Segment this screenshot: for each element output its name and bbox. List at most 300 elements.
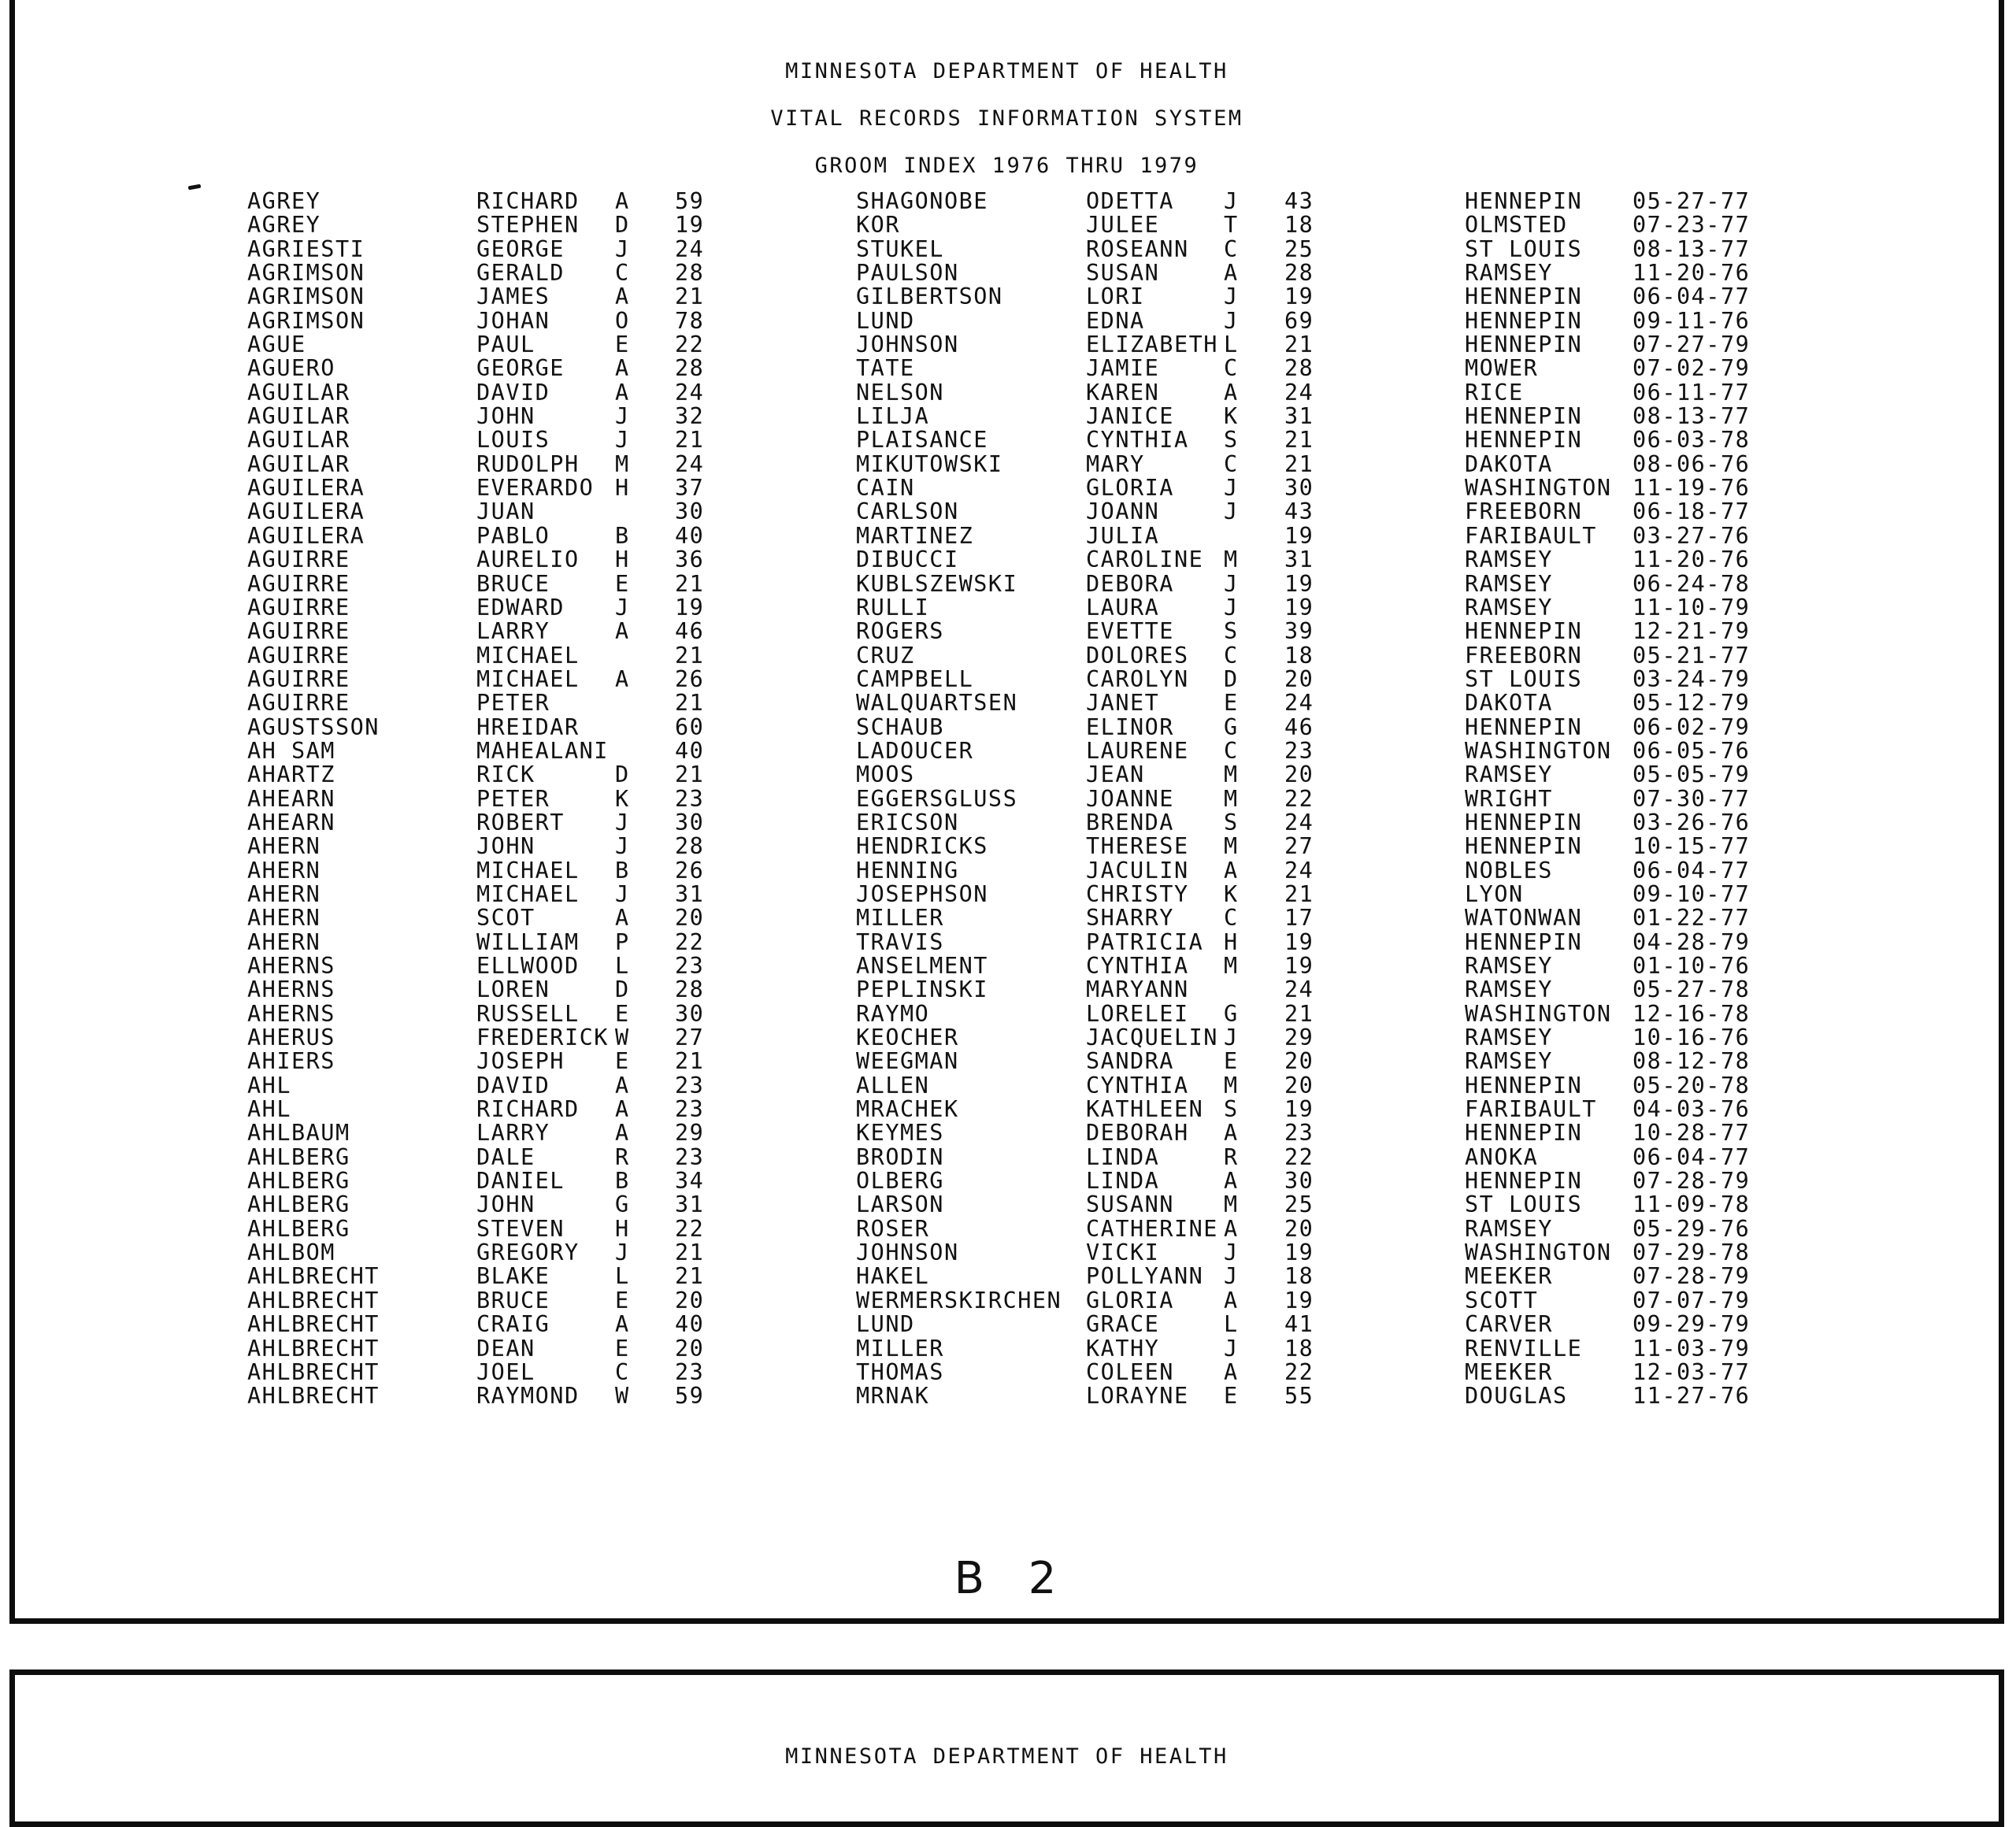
bride-surname: SCHAUB <box>856 713 944 740</box>
bride-surname: LUND <box>856 1311 915 1338</box>
groom-middle-initial: W <box>615 1383 630 1410</box>
groom-middle-initial: D <box>615 976 630 1003</box>
bride-middle-initial: D <box>1224 665 1239 692</box>
bride-middle-initial: C <box>1224 905 1239 932</box>
groom-surname: AGUILAR <box>247 403 350 430</box>
groom-middle-initial: D <box>615 212 630 239</box>
groom-middle-initial: E <box>615 332 630 358</box>
county: OLMSTED <box>1465 212 1568 239</box>
groom-first-name: JAMES <box>476 284 550 310</box>
groom-surname: AGUILAR <box>247 450 350 477</box>
bride-middle-initial: M <box>1224 1191 1239 1218</box>
marriage-date: 04-03-76 <box>1632 1096 1751 1123</box>
marriage-date: 06-11-77 <box>1632 379 1751 406</box>
bride-middle-initial: J <box>1224 1240 1239 1266</box>
bride-age: 19 <box>1284 284 1314 310</box>
groom-age: 21 <box>675 1048 705 1075</box>
marriage-date: 03-27-76 <box>1632 522 1751 549</box>
bride-first-name: LAURENE <box>1086 737 1189 764</box>
bride-surname: GILBERTSON <box>856 284 1003 310</box>
bride-age: 25 <box>1284 1191 1314 1218</box>
bride-first-name: VICKI <box>1086 1240 1160 1266</box>
marriage-date: 09-11-76 <box>1632 307 1751 334</box>
bride-age: 20 <box>1284 1048 1314 1075</box>
groom-first-name: PETER <box>476 690 550 717</box>
groom-middle-initial: O <box>615 307 630 334</box>
bride-surname: WEEGMAN <box>856 1048 959 1075</box>
bride-first-name: PATRICIA <box>1086 928 1204 955</box>
bride-middle-initial: L <box>1224 332 1239 358</box>
groom-middle-initial: A <box>615 379 630 406</box>
groom-age: 21 <box>675 570 705 597</box>
county: RAMSEY <box>1465 762 1553 788</box>
bride-middle-initial: M <box>1224 785 1239 812</box>
bride-surname: KEOCHER <box>856 1025 959 1051</box>
groom-first-name: STEPHEN <box>476 212 580 239</box>
groom-first-name: MICHAEL <box>476 665 580 692</box>
groom-age: 34 <box>675 1168 705 1195</box>
county: NOBLES <box>1465 857 1553 884</box>
groom-middle-initial: J <box>615 880 630 907</box>
bride-age: 20 <box>1284 665 1314 692</box>
bride-surname: ALLEN <box>856 1072 930 1099</box>
groom-age: 31 <box>675 880 705 907</box>
bride-age: 19 <box>1284 570 1314 597</box>
groom-age: 21 <box>675 690 705 717</box>
bride-age: 19 <box>1284 594 1314 621</box>
groom-first-name: ELLWOOD <box>476 953 580 979</box>
marriage-date: 06-04-77 <box>1632 284 1751 310</box>
groom-age: 22 <box>675 928 705 955</box>
groom-age: 78 <box>675 307 705 334</box>
marriage-date: 11-10-79 <box>1632 594 1751 621</box>
bride-first-name: BRENDA <box>1086 809 1174 836</box>
marriage-date: 05-20-78 <box>1632 1072 1751 1099</box>
county: HENNEPIN <box>1465 928 1583 955</box>
bride-middle-initial: J <box>1224 594 1239 621</box>
groom-age: 59 <box>675 188 705 214</box>
bride-middle-initial: J <box>1224 284 1239 310</box>
bride-middle-initial: J <box>1224 498 1239 525</box>
groom-middle-initial: B <box>615 1168 630 1195</box>
bride-age: 24 <box>1284 690 1314 717</box>
groom-age: 40 <box>675 1311 705 1338</box>
bride-surname: KUBLSZEWSKI <box>856 570 1018 597</box>
bride-middle-initial: S <box>1224 618 1239 645</box>
groom-age: 23 <box>675 1358 705 1385</box>
groom-surname: AGUIRRE <box>247 690 350 717</box>
groom-middle-initial: C <box>615 260 630 287</box>
groom-age: 27 <box>675 1025 705 1051</box>
bride-first-name: SUSANN <box>1086 1191 1174 1218</box>
bride-middle-initial: S <box>1224 1096 1239 1123</box>
groom-surname: AGUILERA <box>247 475 365 502</box>
groom-surname: AHERNS <box>247 976 335 1003</box>
groom-age: 29 <box>675 1120 705 1147</box>
marriage-date: 06-04-77 <box>1632 857 1751 884</box>
marriage-date: 11-09-78 <box>1632 1191 1751 1218</box>
bride-first-name: SANDRA <box>1086 1048 1174 1075</box>
groom-first-name: GERALD <box>476 260 565 287</box>
bride-surname: MILLER <box>856 1335 944 1362</box>
bride-surname: EGGERSGLUSS <box>856 785 1018 812</box>
groom-surname: AGRIMSON <box>247 284 365 310</box>
bride-middle-initial: M <box>1224 762 1239 788</box>
bride-first-name: EVETTE <box>1086 618 1174 645</box>
bride-age: 21 <box>1284 1000 1314 1027</box>
next-page-header: MINNESOTA DEPARTMENT OF HEALTH <box>785 1744 1228 1769</box>
groom-age: 28 <box>675 260 705 287</box>
county: HENNEPIN <box>1465 307 1583 334</box>
bride-first-name: SUSAN <box>1086 260 1160 287</box>
bride-surname: JOHNSON <box>856 1240 959 1266</box>
groom-surname: AHLBRECHT <box>247 1263 380 1290</box>
groom-middle-initial: J <box>615 809 630 836</box>
groom-age: 36 <box>675 547 705 573</box>
marriage-date: 03-26-76 <box>1632 809 1751 836</box>
bride-age: 31 <box>1284 403 1314 430</box>
marriage-date: 09-29-79 <box>1632 1311 1751 1338</box>
bride-age: 19 <box>1284 1240 1314 1266</box>
marriage-date: 06-18-77 <box>1632 498 1751 525</box>
bride-age: 43 <box>1284 498 1314 525</box>
marriage-date: 05-05-79 <box>1632 762 1751 788</box>
marriage-date: 06-02-79 <box>1632 713 1751 740</box>
bride-age: 20 <box>1284 762 1314 788</box>
bride-surname: CAMPBELL <box>856 665 974 692</box>
bride-middle-initial: J <box>1224 1335 1239 1362</box>
bride-age: 24 <box>1284 857 1314 884</box>
groom-age: 23 <box>675 1072 705 1099</box>
bride-first-name: CATHERINE <box>1086 1215 1218 1242</box>
bride-middle-initial: G <box>1224 713 1239 740</box>
groom-middle-initial: E <box>615 1335 630 1362</box>
groom-age: 30 <box>675 809 705 836</box>
groom-first-name: WILLIAM <box>476 928 580 955</box>
county: RAMSEY <box>1465 547 1553 573</box>
groom-first-name: HREIDAR <box>476 713 580 740</box>
groom-age: 23 <box>675 1143 705 1170</box>
marriage-date: 05-27-77 <box>1632 188 1751 214</box>
county: FARIBAULT <box>1465 522 1597 549</box>
county: FARIBAULT <box>1465 1096 1597 1123</box>
groom-surname: AGUILERA <box>247 498 365 525</box>
groom-age: 21 <box>675 284 705 310</box>
groom-surname: AGREY <box>247 188 321 214</box>
groom-surname: AHERN <box>247 905 321 932</box>
bride-first-name: KATHY <box>1086 1335 1160 1362</box>
groom-middle-initial: E <box>615 1287 630 1314</box>
groom-middle-initial: E <box>615 570 630 597</box>
county: RICE <box>1465 379 1524 406</box>
county: RENVILLE <box>1465 1335 1583 1362</box>
bride-middle-initial: C <box>1224 642 1239 669</box>
bride-first-name: DOLORES <box>1086 642 1189 669</box>
groom-middle-initial: P <box>615 928 630 955</box>
bride-first-name: CYNTHIA <box>1086 427 1189 454</box>
groom-middle-initial: W <box>615 1025 630 1051</box>
groom-first-name: JOSEPH <box>476 1048 565 1075</box>
bride-first-name: KAREN <box>1086 379 1160 406</box>
bride-middle-initial: S <box>1224 809 1239 836</box>
bride-age: 20 <box>1284 1072 1314 1099</box>
groom-surname: AHL <box>247 1096 291 1123</box>
groom-middle-initial: E <box>615 1000 630 1027</box>
bride-middle-initial: M <box>1224 1072 1239 1099</box>
bride-surname: OLBERG <box>856 1168 944 1195</box>
groom-surname: AGRIMSON <box>247 260 365 287</box>
groom-age: 21 <box>675 762 705 788</box>
groom-surname: AHERN <box>247 928 321 955</box>
groom-age: 24 <box>675 450 705 477</box>
groom-first-name: AURELIO <box>476 547 580 573</box>
county: ANOKA <box>1465 1143 1539 1170</box>
groom-surname: AGUILAR <box>247 427 350 454</box>
bride-first-name: MARYANN <box>1086 976 1189 1003</box>
marriage-date: 08-13-77 <box>1632 235 1751 262</box>
bride-first-name: JANICE <box>1086 403 1174 430</box>
bride-middle-initial: A <box>1224 1168 1239 1195</box>
bride-surname: SHAGONOBE <box>856 188 988 214</box>
bride-age: 28 <box>1284 355 1314 382</box>
groom-surname: AHIERS <box>247 1048 335 1075</box>
groom-first-name: DAVID <box>476 379 550 406</box>
groom-first-name: JOHN <box>476 833 536 860</box>
groom-surname: AHLBERG <box>247 1215 350 1242</box>
bride-first-name: COLEEN <box>1086 1358 1174 1385</box>
groom-first-name: GEORGE <box>476 235 565 262</box>
bride-first-name: GRACE <box>1086 1311 1160 1338</box>
groom-first-name: RAYMOND <box>476 1383 580 1410</box>
groom-first-name: EVERARDO <box>476 475 595 502</box>
groom-first-name: RUSSELL <box>476 1000 580 1027</box>
bride-age: 18 <box>1284 1263 1314 1290</box>
county: RAMSEY <box>1465 976 1553 1003</box>
bride-middle-initial: E <box>1224 690 1239 717</box>
groom-age: 26 <box>675 857 705 884</box>
groom-surname: AHEARN <box>247 785 335 812</box>
groom-age: 30 <box>675 498 705 525</box>
county: HENNEPIN <box>1465 1072 1583 1099</box>
county: RAMSEY <box>1465 1025 1553 1051</box>
bride-age: 41 <box>1284 1311 1314 1338</box>
bride-middle-initial: K <box>1224 880 1239 907</box>
groom-surname: AGUSTSSON <box>247 713 380 740</box>
bride-surname: CAIN <box>856 475 915 502</box>
groom-age: 28 <box>675 833 705 860</box>
bride-surname: ANSELMENT <box>856 953 988 979</box>
groom-first-name: BLAKE <box>476 1263 550 1290</box>
marriage-date: 07-23-77 <box>1632 212 1751 239</box>
bride-age: 46 <box>1284 713 1314 740</box>
bride-middle-initial: M <box>1224 833 1239 860</box>
groom-first-name: JOHN <box>476 1191 536 1218</box>
bride-surname: RAYMO <box>856 1000 930 1027</box>
bride-age: 19 <box>1284 1096 1314 1123</box>
county: FREEBORN <box>1465 642 1583 669</box>
bride-surname: MRACHEK <box>856 1096 959 1123</box>
county: WRIGHT <box>1465 785 1553 812</box>
bride-first-name: CYNTHIA <box>1086 953 1189 979</box>
bride-first-name: JULIA <box>1086 522 1160 549</box>
marriage-date: 12-16-78 <box>1632 1000 1751 1027</box>
groom-middle-initial: D <box>615 762 630 788</box>
groom-age: 19 <box>675 594 705 621</box>
bride-surname: PEPLINSKI <box>856 976 988 1003</box>
bride-surname: KEYMES <box>856 1120 944 1147</box>
groom-first-name: JOHAN <box>476 307 550 334</box>
groom-middle-initial: M <box>615 450 630 477</box>
groom-first-name: EDWARD <box>476 594 565 621</box>
groom-first-name: GEORGE <box>476 355 565 382</box>
marriage-date: 07-27-79 <box>1632 332 1751 358</box>
groom-first-name: MAHEALANI <box>476 737 609 764</box>
bride-surname: MRNAK <box>856 1383 930 1410</box>
county: HENNEPIN <box>1465 833 1583 860</box>
county: HENNEPIN <box>1465 713 1583 740</box>
bride-middle-initial: J <box>1224 307 1239 334</box>
county: HENNEPIN <box>1465 403 1583 430</box>
bride-first-name: LORI <box>1086 284 1145 310</box>
groom-middle-initial: A <box>615 1311 630 1338</box>
marriage-date: 05-27-78 <box>1632 976 1751 1003</box>
bride-middle-initial: A <box>1224 1215 1239 1242</box>
groom-age: 19 <box>675 212 705 239</box>
groom-first-name: FREDERICK <box>476 1025 609 1051</box>
bride-age: 21 <box>1284 450 1314 477</box>
bride-surname: LILJA <box>856 403 930 430</box>
bride-middle-initial: R <box>1224 1143 1239 1170</box>
groom-first-name: MICHAEL <box>476 880 580 907</box>
bride-first-name: LINDA <box>1086 1168 1160 1195</box>
groom-first-name: DALE <box>476 1143 536 1170</box>
groom-first-name: JOEL <box>476 1358 536 1385</box>
county: HENNEPIN <box>1465 427 1583 454</box>
county: HENNEPIN <box>1465 284 1583 310</box>
bride-first-name: JOANNE <box>1086 785 1174 812</box>
bride-first-name: CYNTHIA <box>1086 1072 1189 1099</box>
groom-age: 22 <box>675 1215 705 1242</box>
bride-middle-initial: A <box>1224 1358 1239 1385</box>
marriage-date: 07-07-79 <box>1632 1287 1751 1314</box>
marriage-date: 11-27-76 <box>1632 1383 1751 1410</box>
groom-surname: AHEARN <box>247 809 335 836</box>
bride-middle-initial: C <box>1224 235 1239 262</box>
groom-age: 28 <box>675 976 705 1003</box>
bride-first-name: JULEE <box>1086 212 1160 239</box>
bride-age: 23 <box>1284 1120 1314 1147</box>
bride-first-name: JANET <box>1086 690 1160 717</box>
groom-middle-initial: J <box>615 427 630 454</box>
groom-age: 31 <box>675 1191 705 1218</box>
bride-middle-initial: L <box>1224 1311 1239 1338</box>
bride-first-name: CAROLINE <box>1086 547 1204 573</box>
groom-age: 20 <box>675 1335 705 1362</box>
groom-middle-initial: A <box>615 618 630 645</box>
groom-age: 23 <box>675 785 705 812</box>
county: HENNEPIN <box>1465 332 1583 358</box>
bride-first-name: ODETTA <box>1086 188 1174 214</box>
bride-first-name: KATHLEEN <box>1086 1096 1204 1123</box>
groom-surname: AGUIRRE <box>247 618 350 645</box>
bride-age: 24 <box>1284 809 1314 836</box>
groom-surname: AHERUS <box>247 1025 335 1051</box>
groom-age: 21 <box>675 427 705 454</box>
groom-age: 20 <box>675 905 705 932</box>
groom-surname: AGUILAR <box>247 379 350 406</box>
county: HENNEPIN <box>1465 618 1583 645</box>
groom-first-name: BRUCE <box>476 570 550 597</box>
groom-first-name: BRUCE <box>476 1287 550 1314</box>
bride-surname: ROGERS <box>856 618 944 645</box>
county: DAKOTA <box>1465 690 1553 717</box>
groom-surname: AHLBERG <box>247 1168 350 1195</box>
bride-age: 22 <box>1284 1143 1314 1170</box>
bride-age: 25 <box>1284 235 1314 262</box>
groom-surname: AHLBRECHT <box>247 1335 380 1362</box>
groom-surname: AHERN <box>247 833 321 860</box>
county: MEEKER <box>1465 1263 1553 1290</box>
marriage-date: 11-20-76 <box>1632 547 1751 573</box>
groom-age: 22 <box>675 332 705 358</box>
marriage-date: 07-28-79 <box>1632 1263 1751 1290</box>
county: RAMSEY <box>1465 1048 1553 1075</box>
bride-middle-initial: J <box>1224 188 1239 214</box>
county: MEEKER <box>1465 1358 1553 1385</box>
bride-age: 20 <box>1284 1215 1314 1242</box>
groom-first-name: CRAIG <box>476 1311 550 1338</box>
bride-age: 22 <box>1284 1358 1314 1385</box>
groom-surname: AGUILERA <box>247 522 365 549</box>
bride-first-name: EDNA <box>1086 307 1145 334</box>
ink-speck <box>188 184 202 191</box>
bride-surname: PLAISANCE <box>856 427 988 454</box>
groom-age: 40 <box>675 522 705 549</box>
groom-surname: AGUIRRE <box>247 570 350 597</box>
bride-surname: TRAVIS <box>856 928 944 955</box>
groom-middle-initial: J <box>615 833 630 860</box>
groom-middle-initial: A <box>615 665 630 692</box>
groom-first-name: PAUL <box>476 332 536 358</box>
marriage-date: 08-06-76 <box>1632 450 1751 477</box>
bride-surname: ERICSON <box>856 809 959 836</box>
marriage-date: 05-21-77 <box>1632 642 1751 669</box>
marriage-date: 06-04-77 <box>1632 1143 1751 1170</box>
bride-age: 19 <box>1284 522 1314 549</box>
bride-middle-initial: C <box>1224 737 1239 764</box>
groom-age: 24 <box>675 235 705 262</box>
bride-age: 27 <box>1284 833 1314 860</box>
bride-age: 21 <box>1284 427 1314 454</box>
bride-age: 43 <box>1284 188 1314 214</box>
bride-first-name: DEBORAH <box>1086 1120 1189 1147</box>
bride-age: 24 <box>1284 976 1314 1003</box>
bride-age: 18 <box>1284 1335 1314 1362</box>
page-label: B 2 <box>954 1553 1060 1604</box>
marriage-date: 05-12-79 <box>1632 690 1751 717</box>
bride-middle-initial: G <box>1224 1000 1239 1027</box>
bride-first-name: LORELEI <box>1086 1000 1189 1027</box>
bride-age: 22 <box>1284 785 1314 812</box>
bride-age: 29 <box>1284 1025 1314 1051</box>
bride-first-name: JEAN <box>1086 762 1145 788</box>
bride-surname: JOSEPHSON <box>856 880 988 907</box>
groom-middle-initial: A <box>615 1096 630 1123</box>
groom-age: 28 <box>675 355 705 382</box>
bride-age: 19 <box>1284 953 1314 979</box>
county: RAMSEY <box>1465 1215 1553 1242</box>
groom-age: 23 <box>675 1096 705 1123</box>
